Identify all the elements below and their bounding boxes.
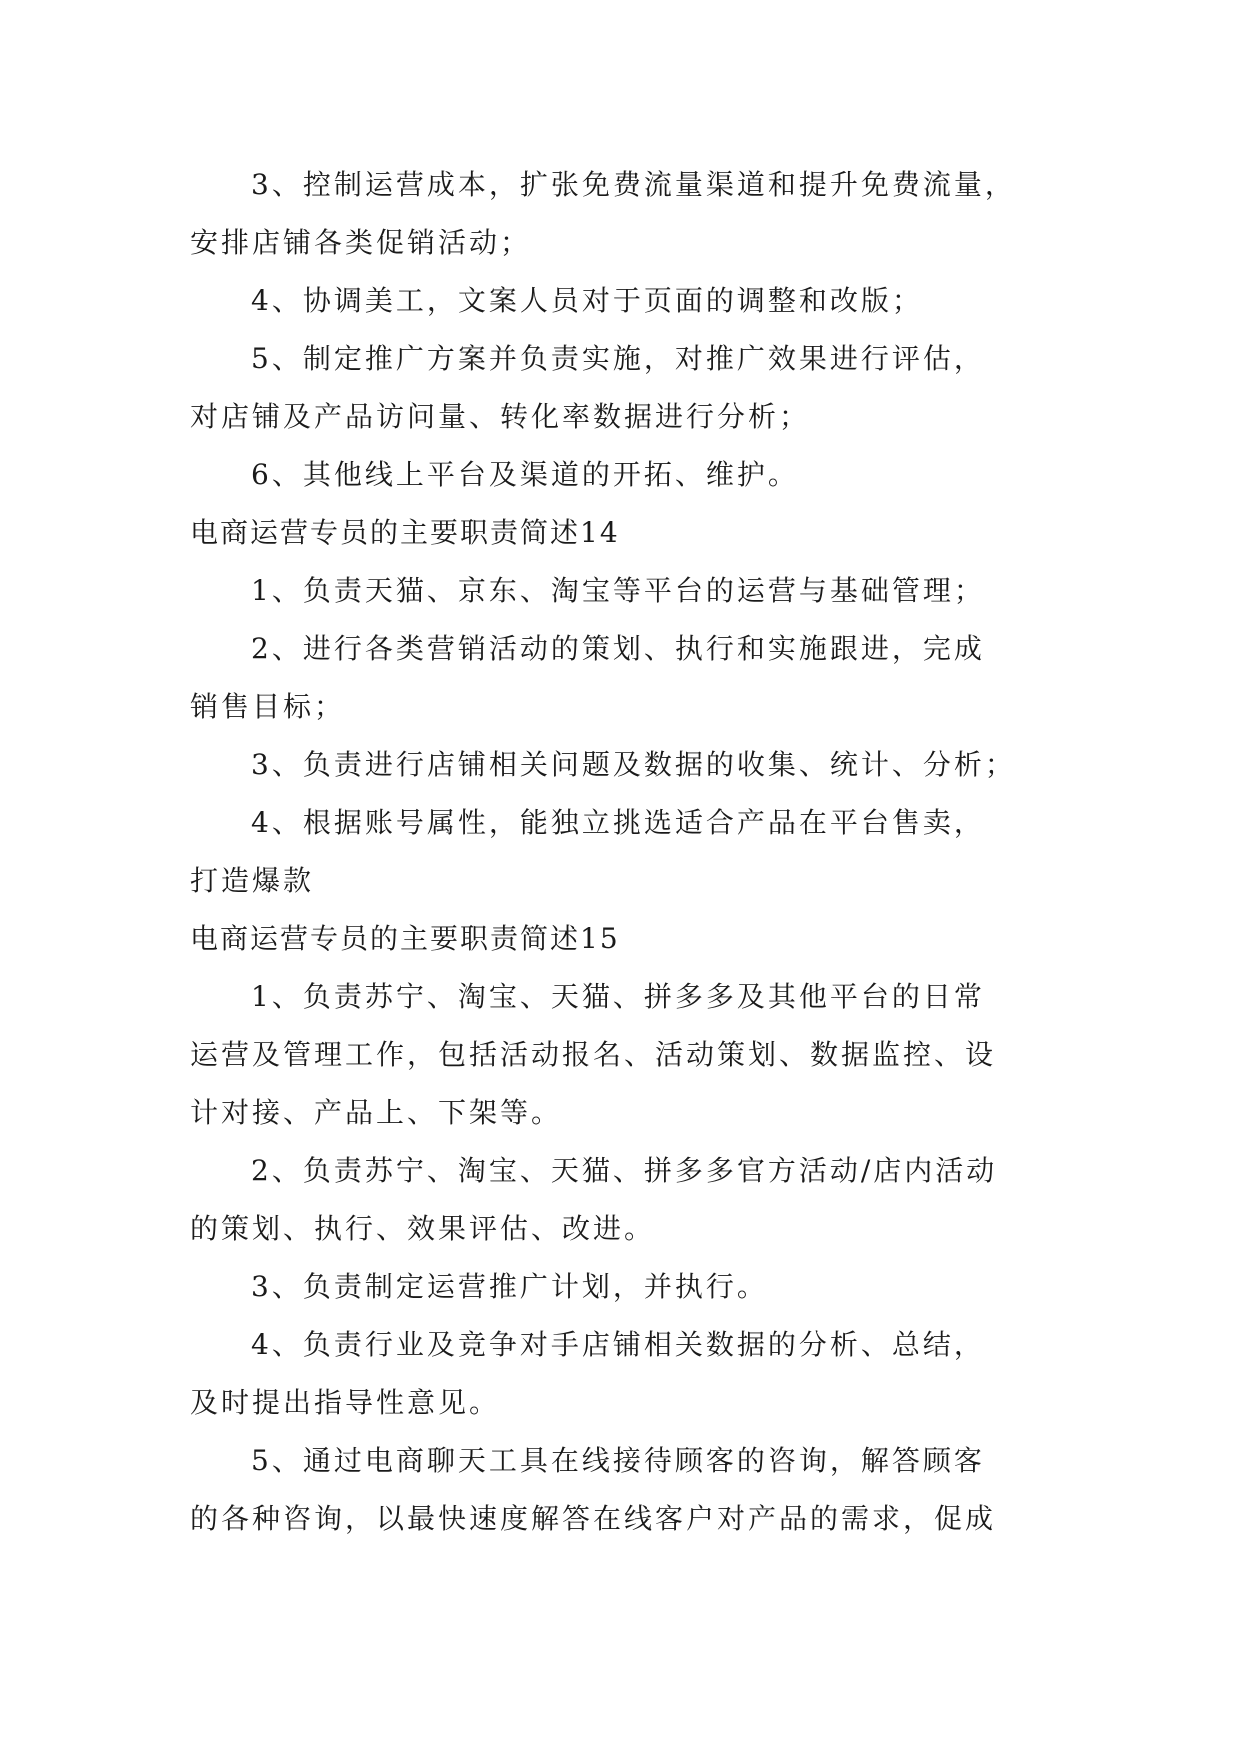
- text-line: 3、负责制定运营推广计划，并执行。: [251, 1270, 768, 1303]
- text-line: 的策划、执行、效果评估、改进。: [190, 1212, 656, 1245]
- text-line: 1、负责苏宁、淘宝、天猫、拼多多及其他平台的日常: [251, 980, 985, 1013]
- text-line: 2、负责苏宁、淘宝、天猫、拼多多官方活动/店内活动: [251, 1154, 998, 1187]
- text-line: 安排店铺各类促销活动；: [190, 226, 532, 259]
- text-line: 4、协调美工，文案人员对于页面的调整和改版；: [251, 284, 923, 317]
- text-line: 打造爆款: [190, 864, 315, 897]
- text-line: 对店铺及产品访问量、转化率数据进行分析；: [190, 400, 811, 433]
- document-body: [190, 156, 1070, 1548]
- text-line: 运营及管理工作，包括活动报名、活动策划、数据监控、设: [190, 1038, 997, 1071]
- text-line: 4、根据账号属性，能独立挑选适合产品在平台售卖，: [251, 806, 985, 839]
- section-heading: 电商运营专员的主要职责简述15: [190, 922, 620, 955]
- text-line: 3、负责进行店铺相关问题及数据的收集、统计、分析；: [251, 748, 1016, 781]
- text-line: 2、进行各类营销活动的策划、执行和实施跟进，完成: [251, 632, 985, 665]
- text-line: 5、通过电商聊天工具在线接待顾客的咨询，解答顾客: [251, 1444, 985, 1477]
- text-line: 6、其他线上平台及渠道的开拓、维护。: [251, 458, 799, 491]
- text-line: 3、控制运营成本，扩张免费流量渠道和提升免费流量，: [251, 168, 1016, 201]
- text-line: 1、负责天猫、京东、淘宝等平台的运营与基础管理；: [251, 574, 985, 607]
- text-line: 计对接、产品上、下架等。: [190, 1096, 563, 1129]
- text-line: 5、制定推广方案并负责实施，对推广效果进行评估，: [251, 342, 985, 375]
- text-line: 4、负责行业及竞争对手店铺相关数据的分析、总结，: [251, 1328, 985, 1361]
- text-line: 及时提出指导性意见。: [190, 1386, 501, 1419]
- text-line: 销售目标；: [190, 690, 346, 723]
- text-line: 的各种咨询，以最快速度解答在线客户对产品的需求，促成: [190, 1502, 997, 1535]
- section-heading: 电商运营专员的主要职责简述14: [190, 516, 620, 549]
